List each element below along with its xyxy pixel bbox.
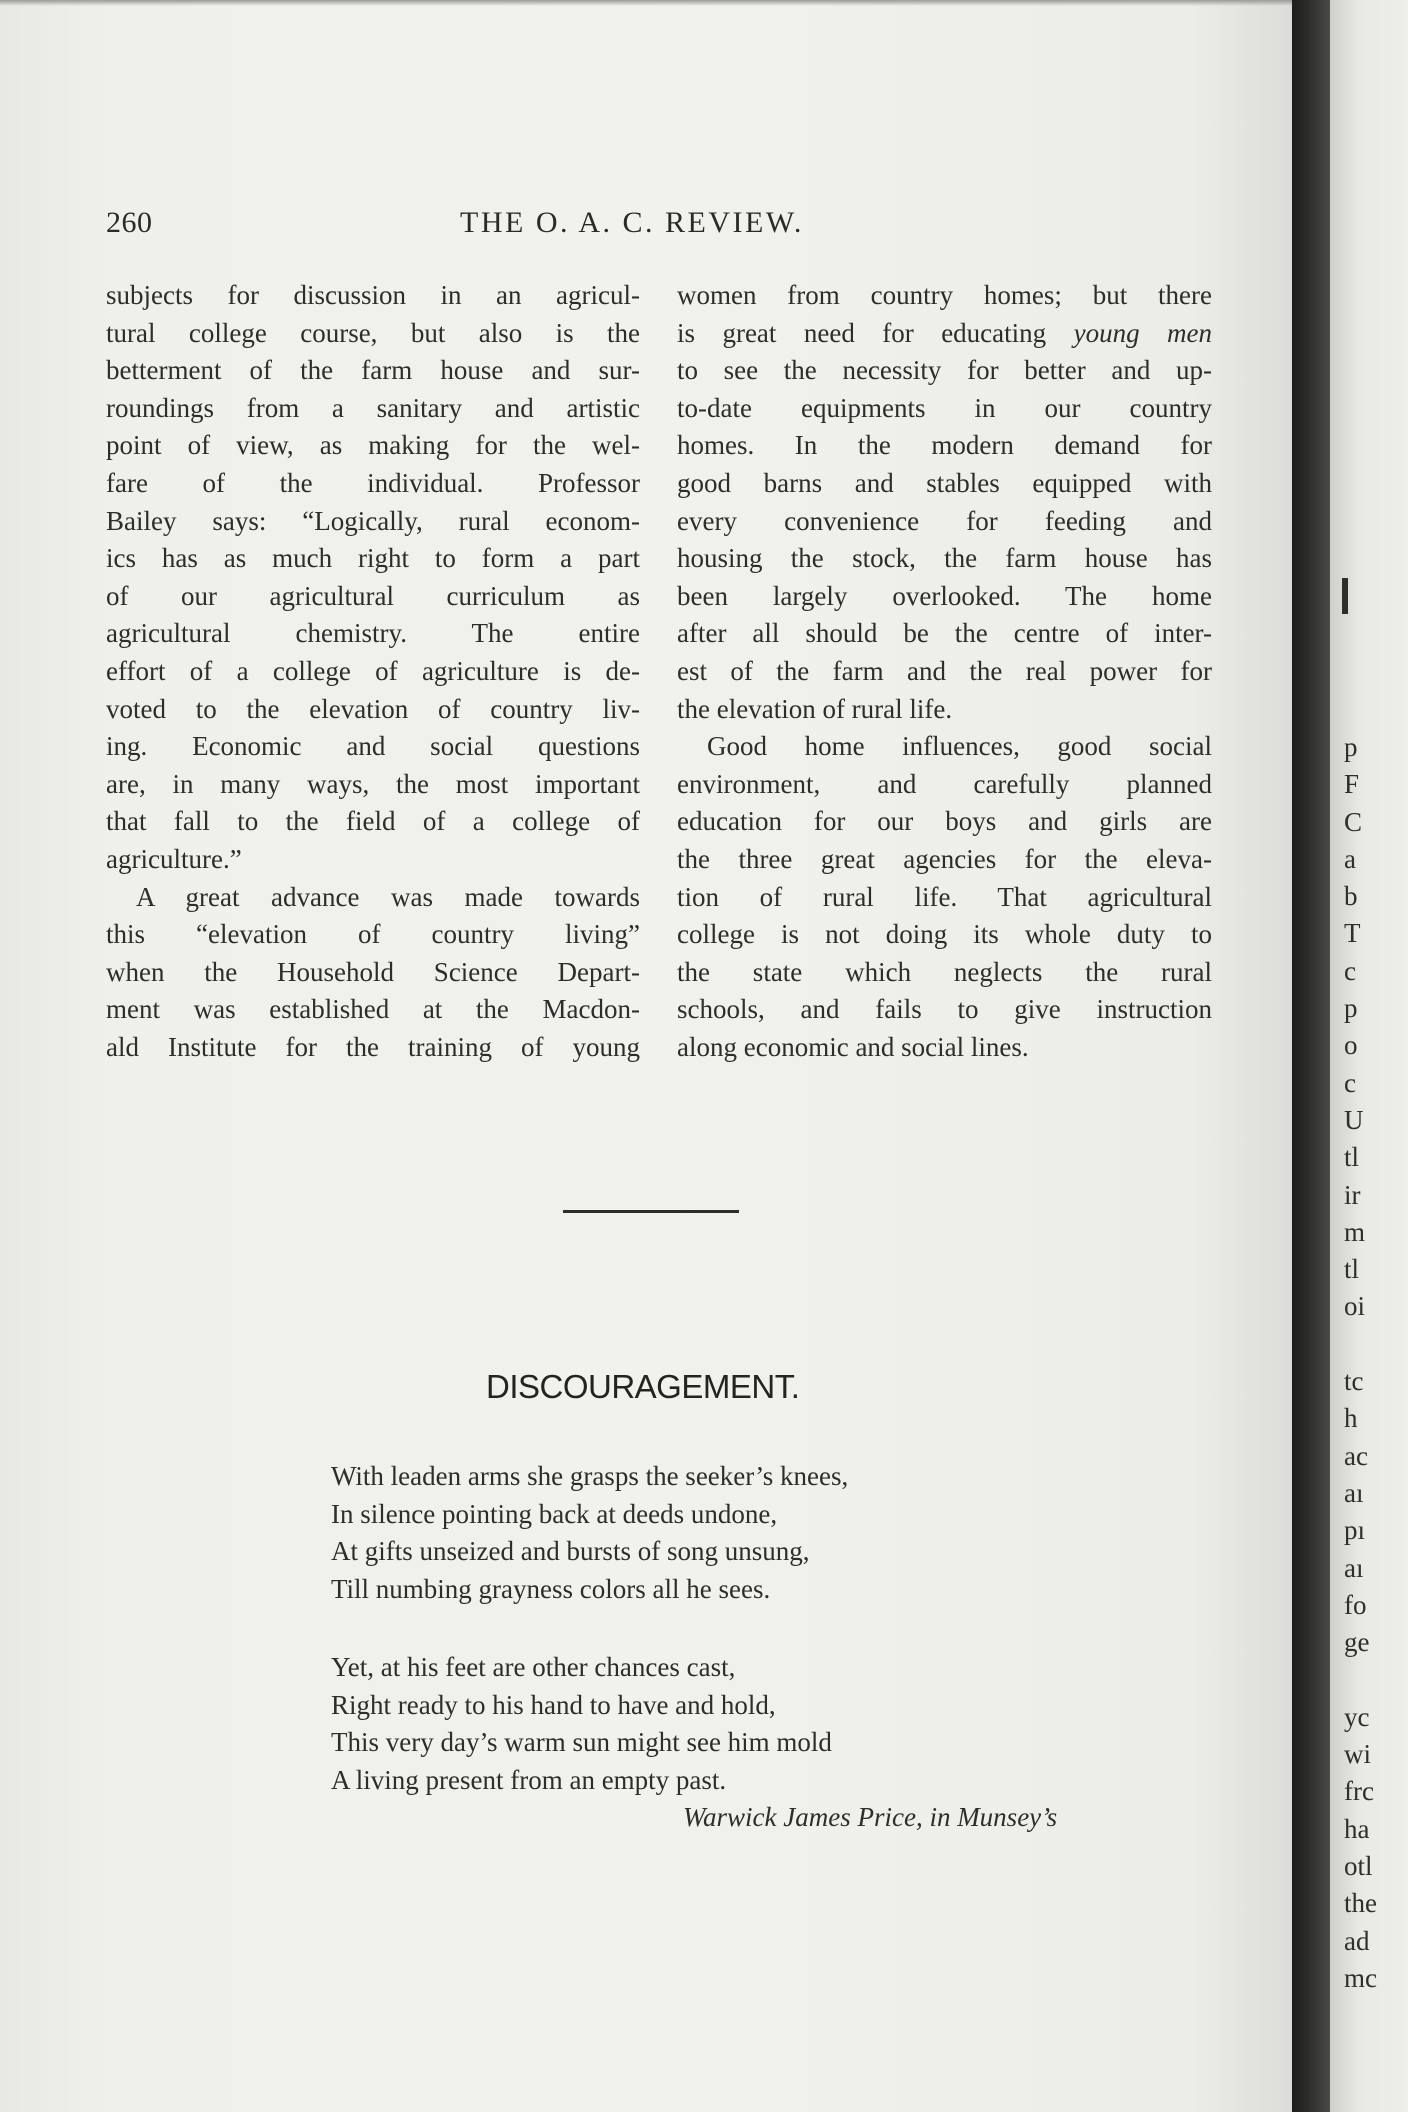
verse-line: Till numbing grayness colors all he sees. [331, 1573, 771, 1604]
right-column [677, 277, 1212, 1066]
text-line: when the Household Science Depart- [106, 956, 640, 987]
facing-page-fragment: T [1344, 918, 1361, 949]
facing-page-text [1344, 728, 1377, 1996]
section-divider [563, 1210, 739, 1213]
facing-page-fragment: tl [1344, 1142, 1360, 1173]
text-line: ald Institute for the training of young [106, 1031, 640, 1062]
text-line: Bailey says: “Logically, rural econom- [106, 505, 640, 536]
text-line-with-italic [677, 315, 1212, 353]
facing-page-fragment: b [1344, 881, 1358, 912]
text-line: point of view, as making for the wel- [106, 430, 640, 461]
text-line: the elevation of rural life. [677, 693, 953, 724]
text-line: effort of a college of agriculture is de- [106, 655, 640, 686]
poem-attribution: Warwick James Price, in Munsey’s [683, 1802, 1058, 1832]
facing-page-fragment: c [1344, 1067, 1356, 1098]
facing-page-fragment: mc [1344, 1962, 1377, 1993]
facing-page-fragment: tc [1344, 1366, 1364, 1397]
poem-stanza-2 [331, 1649, 832, 1799]
text-line: roundings from a sanitary and artistic [106, 392, 640, 423]
verse-line: In silence pointing back at deeds undone, [331, 1498, 778, 1529]
facing-page-fragment: C [1344, 806, 1363, 837]
verse-line: Yet, at his feet are other chances cast, [331, 1652, 736, 1682]
verse-line: Right ready to his hand to have and hold, [331, 1689, 776, 1720]
left-column [106, 277, 640, 1066]
italic-emphasis: young men [1073, 317, 1213, 348]
verse-line: This very day’s warm sun might see him mold [331, 1727, 832, 1757]
paragraph-start-line: Good home influences, good social [707, 731, 1212, 762]
text-line: betterment of the farm house and sur- [106, 355, 640, 386]
facing-page-fragment: oi [1344, 1291, 1366, 1322]
facing-page-fragment: ir [1344, 1179, 1361, 1210]
facing-page-fragment: a [1344, 843, 1356, 874]
facing-page-fragment: aı [1344, 1477, 1364, 1508]
facing-page-fragment: c [1344, 955, 1356, 986]
text-line: college is not doing its whole duty to [677, 919, 1212, 950]
running-title: THE O. A. C. REVIEW. [460, 206, 804, 239]
text-line: schools, and fails to give instruction [677, 994, 1212, 1025]
text-line: to see the necessity for better and up- [677, 355, 1212, 386]
facing-page-fragment: aı [1344, 1552, 1364, 1583]
facing-page-fragment: frc [1344, 1776, 1374, 1807]
text-line: tural college course, but also is the [106, 317, 640, 348]
facing-page-fragment: wi [1344, 1739, 1371, 1770]
text-line: of our agricultural curriculum as [106, 580, 640, 611]
facing-page-fragment: o [1344, 1030, 1358, 1061]
facing-page-fragment: fo [1344, 1589, 1367, 1620]
facing-page-fragment: ge [1344, 1627, 1370, 1658]
text-line: agriculture.” [106, 843, 242, 874]
text-line: women from country homes; but there [677, 280, 1212, 310]
facing-page-fragment: p [1344, 993, 1358, 1024]
paragraph-start-line: A great advance was made towards [136, 881, 640, 912]
verse-line: A living present from an empty past. [331, 1764, 727, 1795]
text-line: environment, and carefully planned [677, 768, 1212, 799]
text-line: to-date equipments in our country [677, 392, 1212, 423]
facing-page-fragment: F [1344, 769, 1360, 800]
facing-page-fragment: tl [1344, 1254, 1360, 1285]
facing-page-fragment: otl [1344, 1850, 1373, 1881]
text-line: voted to the elevation of country liv- [106, 693, 640, 724]
text-line: along economic and social lines. [677, 1031, 1029, 1062]
facing-page-fragment [1344, 1325, 1377, 1362]
text-line: ment was established at the Macdon- [106, 994, 640, 1025]
facing-page-fragment: the [1344, 1888, 1377, 1919]
text-line: agricultural chemistry. The entire [106, 618, 640, 649]
text-line: tion of rural life. That agricultural [677, 881, 1212, 912]
facing-page-fragment: m [1344, 1216, 1366, 1247]
text-line: subjects for discussion in an agricul- [106, 280, 640, 310]
text-line: the state which neglects the rural [677, 956, 1212, 987]
text-line: ing. Economic and social questions [106, 731, 640, 762]
text-line: education for our boys and girls are [677, 806, 1212, 837]
book-gutter [1292, 0, 1330, 2112]
text-line: this “elevation of country living” [106, 919, 640, 950]
text-line: housing the stock, the farm house has [677, 543, 1212, 574]
facing-page-edge [1330, 0, 1408, 2112]
text-line: homes. In the modern demand for [677, 430, 1212, 461]
poem-stanza-1 [331, 1458, 848, 1608]
text-line: every convenience for feeding and [677, 505, 1212, 536]
text-line: that fall to the field of a college of [106, 806, 640, 837]
text-line: est of the farm and the real power for [677, 655, 1212, 686]
facing-page-fragment: pı [1344, 1515, 1366, 1546]
text-line: fare of the individual. Professor [106, 467, 640, 498]
page-edge-shadow [0, 0, 1292, 6]
poem-title: DISCOURAGEMENT. [486, 1368, 800, 1405]
facing-page-fragment: yc [1344, 1701, 1370, 1732]
facing-page-fragment: ha [1344, 1813, 1370, 1844]
page-number: 260 [106, 206, 153, 239]
text-line: are, in many ways, the most important [106, 768, 640, 799]
facing-page-fragment: p [1344, 732, 1358, 762]
text-line: after all should be the centre of inter- [677, 618, 1212, 649]
facing-page-mark [1342, 578, 1348, 614]
facing-page-fragment: ad [1344, 1925, 1370, 1956]
text-line: good barns and stables equipped with [677, 467, 1212, 498]
text-fragment: is great need for educating [677, 317, 1047, 348]
facing-page-fragment: h [1344, 1403, 1358, 1434]
facing-page-fragment: ac [1344, 1440, 1368, 1471]
text-line: been largely overlooked. The home [677, 580, 1212, 611]
verse-line: At gifts unseized and bursts of song unsung, [331, 1536, 810, 1566]
facing-page-fragment: U [1344, 1104, 1364, 1135]
facing-page-fragment [1344, 1660, 1377, 1697]
text-line: ics has as much right to form a part [106, 543, 640, 574]
verse-line: With leaden arms she grasps the seeker’s knees, [331, 1461, 849, 1491]
text-line: the three great agencies for the eleva- [677, 843, 1212, 874]
